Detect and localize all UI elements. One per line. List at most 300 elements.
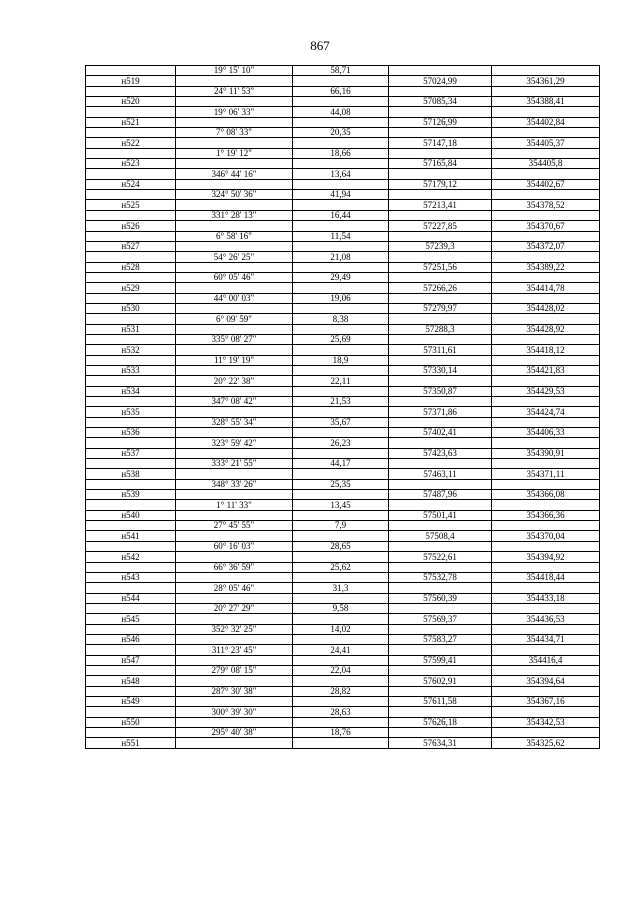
table-row: [86, 66, 600, 76]
distance-cell: [293, 510, 389, 520]
y-coordinate-cell: 354394,92: [492, 552, 600, 562]
x-coordinate-cell: 57560,39: [389, 593, 492, 603]
y-coordinate-cell: 354370,04: [492, 531, 600, 541]
direction-angle-cell: [176, 200, 293, 210]
point-name-cell: [86, 397, 176, 407]
x-coordinate-cell: 57024,99: [389, 76, 492, 86]
distance-cell: 24,41: [293, 645, 389, 655]
x-coordinate-cell: 57626,18: [389, 717, 492, 727]
x-coordinate-cell: 57085,34: [389, 97, 492, 107]
x-coordinate-cell: [389, 521, 492, 531]
table-row: [86, 583, 600, 593]
x-coordinate-cell: 57227,85: [389, 221, 492, 231]
y-coordinate-cell: 354428,92: [492, 324, 600, 334]
distance-cell: 29,49: [293, 272, 389, 282]
y-coordinate-cell: [492, 707, 600, 717]
distance-cell: 58,71: [293, 66, 389, 76]
y-coordinate-cell: 354418,44: [492, 572, 600, 582]
distance-cell: 11,54: [293, 231, 389, 241]
y-coordinate-cell: [492, 314, 600, 324]
table-row: [86, 221, 600, 231]
table-row: [86, 572, 600, 582]
distance-cell: [293, 241, 389, 251]
table-row: [86, 510, 600, 520]
y-coordinate-cell: [492, 252, 600, 262]
table-row: [86, 303, 600, 313]
table-row: [86, 562, 600, 572]
table-row: [86, 448, 600, 458]
distance-cell: 22,04: [293, 665, 389, 675]
direction-angle-cell: [176, 572, 293, 582]
table-row: [86, 634, 600, 644]
x-coordinate-cell: 57508,4: [389, 531, 492, 541]
table-row: [86, 324, 600, 334]
point-name-cell: н549: [86, 696, 176, 706]
direction-angle-cell: 60° 16' 03": [176, 541, 293, 551]
direction-angle-cell: 1° 11' 33": [176, 500, 293, 510]
x-coordinate-cell: [389, 169, 492, 179]
distance-cell: [293, 200, 389, 210]
x-coordinate-cell: [389, 252, 492, 262]
distance-cell: 66,16: [293, 86, 389, 96]
distance-cell: [293, 386, 389, 396]
direction-angle-cell: [176, 469, 293, 479]
distance-cell: 44,08: [293, 107, 389, 117]
distance-cell: [293, 262, 389, 272]
distance-cell: [293, 138, 389, 148]
distance-cell: 35,67: [293, 417, 389, 427]
distance-cell: [293, 303, 389, 313]
x-coordinate-cell: 57147,18: [389, 138, 492, 148]
distance-cell: 13,64: [293, 169, 389, 179]
distance-cell: [293, 428, 389, 438]
table-row: [86, 624, 600, 634]
direction-angle-cell: [176, 510, 293, 520]
point-name-cell: [86, 459, 176, 469]
y-coordinate-cell: 354405,37: [492, 138, 600, 148]
direction-angle-cell: 20° 27' 29": [176, 603, 293, 613]
point-name-cell: [86, 334, 176, 344]
x-coordinate-cell: 57239,3: [389, 241, 492, 251]
y-coordinate-cell: [492, 562, 600, 572]
direction-angle-cell: 333° 21' 55": [176, 459, 293, 469]
table-row: [86, 148, 600, 158]
direction-angle-cell: [176, 324, 293, 334]
point-name-cell: [86, 231, 176, 241]
distance-cell: [293, 593, 389, 603]
point-name-cell: [86, 562, 176, 572]
x-coordinate-cell: 57402,41: [389, 428, 492, 438]
direction-angle-cell: [176, 365, 293, 375]
point-name-cell: [86, 314, 176, 324]
table-row: [86, 200, 600, 210]
y-coordinate-cell: 354402,84: [492, 117, 600, 127]
table-row: [86, 665, 600, 675]
point-name-cell: [86, 107, 176, 117]
direction-angle-cell: [176, 179, 293, 189]
x-coordinate-cell: 57330,14: [389, 365, 492, 375]
x-coordinate-cell: 57213,41: [389, 200, 492, 210]
distance-cell: [293, 490, 389, 500]
distance-cell: [293, 179, 389, 189]
table-row: [86, 138, 600, 148]
distance-cell: 14,02: [293, 624, 389, 634]
x-coordinate-cell: [389, 210, 492, 220]
table-row: [86, 252, 600, 262]
point-name-cell: н520: [86, 97, 176, 107]
x-coordinate-cell: [389, 397, 492, 407]
y-coordinate-cell: 354372,07: [492, 241, 600, 251]
distance-cell: [293, 365, 389, 375]
x-coordinate-cell: 57165,84: [389, 159, 492, 169]
y-coordinate-cell: 354405,8: [492, 159, 600, 169]
point-name-cell: н550: [86, 717, 176, 727]
point-name-cell: [86, 728, 176, 738]
point-name-cell: [86, 686, 176, 696]
point-name-cell: н540: [86, 510, 176, 520]
point-name-cell: [86, 66, 176, 76]
y-coordinate-cell: [492, 66, 600, 76]
direction-angle-cell: 335° 08' 27": [176, 334, 293, 344]
distance-cell: 28,63: [293, 707, 389, 717]
point-name-cell: [86, 583, 176, 593]
table-row: [86, 717, 600, 727]
y-coordinate-cell: 354414,78: [492, 283, 600, 293]
x-coordinate-cell: [389, 148, 492, 158]
x-coordinate-cell: [389, 479, 492, 489]
table-row: [86, 241, 600, 251]
y-coordinate-cell: [492, 190, 600, 200]
distance-cell: 25,69: [293, 334, 389, 344]
y-coordinate-cell: 354394,64: [492, 676, 600, 686]
coordinates-table: [85, 65, 600, 749]
distance-cell: 41,94: [293, 190, 389, 200]
direction-angle-cell: [176, 117, 293, 127]
distance-cell: 8,38: [293, 314, 389, 324]
direction-angle-cell: [176, 655, 293, 665]
y-coordinate-cell: 354390,91: [492, 448, 600, 458]
direction-angle-cell: [176, 738, 293, 748]
direction-angle-cell: 27° 45' 55": [176, 521, 293, 531]
direction-angle-cell: [176, 97, 293, 107]
x-coordinate-cell: [389, 583, 492, 593]
y-coordinate-cell: [492, 583, 600, 593]
x-coordinate-cell: [389, 231, 492, 241]
y-coordinate-cell: [492, 128, 600, 138]
x-coordinate-cell: [389, 417, 492, 427]
table-row: [86, 179, 600, 189]
point-name-cell: н545: [86, 614, 176, 624]
point-name-cell: [86, 376, 176, 386]
direction-angle-cell: 295° 40' 38": [176, 728, 293, 738]
x-coordinate-cell: 57266,26: [389, 283, 492, 293]
table-row: [86, 128, 600, 138]
table-row: [86, 386, 600, 396]
point-name-cell: [86, 665, 176, 675]
distance-cell: 22,11: [293, 376, 389, 386]
direction-angle-cell: [176, 138, 293, 148]
x-coordinate-cell: [389, 66, 492, 76]
point-name-cell: [86, 252, 176, 262]
distance-cell: [293, 552, 389, 562]
x-coordinate-cell: [389, 293, 492, 303]
y-coordinate-cell: [492, 272, 600, 282]
table-row: [86, 603, 600, 613]
point-name-cell: н522: [86, 138, 176, 148]
x-coordinate-cell: 57569,37: [389, 614, 492, 624]
y-coordinate-cell: [492, 541, 600, 551]
y-coordinate-cell: [492, 728, 600, 738]
distance-cell: [293, 634, 389, 644]
direction-angle-cell: [176, 345, 293, 355]
direction-angle-cell: 6° 58' 16": [176, 231, 293, 241]
table-row: [86, 521, 600, 531]
y-coordinate-cell: 354389,22: [492, 262, 600, 272]
x-coordinate-cell: [389, 314, 492, 324]
y-coordinate-cell: 354429,53: [492, 386, 600, 396]
x-coordinate-cell: [389, 355, 492, 365]
table-row: [86, 355, 600, 365]
x-coordinate-cell: 57583,27: [389, 634, 492, 644]
x-coordinate-cell: [389, 665, 492, 675]
distance-cell: [293, 448, 389, 458]
table-row: [86, 417, 600, 427]
point-name-cell: н527: [86, 241, 176, 251]
direction-angle-cell: [176, 262, 293, 272]
point-name-cell: н536: [86, 428, 176, 438]
point-name-cell: н526: [86, 221, 176, 231]
table-row: [86, 707, 600, 717]
y-coordinate-cell: 354378,52: [492, 200, 600, 210]
direction-angle-cell: 1° 19' 12": [176, 148, 293, 158]
x-coordinate-cell: [389, 603, 492, 613]
y-coordinate-cell: [492, 210, 600, 220]
x-coordinate-cell: 57522,61: [389, 552, 492, 562]
point-name-cell: н546: [86, 634, 176, 644]
distance-cell: 28,65: [293, 541, 389, 551]
x-coordinate-cell: [389, 376, 492, 386]
table-row: [86, 469, 600, 479]
y-coordinate-cell: 354367,16: [492, 696, 600, 706]
direction-angle-cell: [176, 531, 293, 541]
direction-angle-cell: 346° 44' 16": [176, 169, 293, 179]
y-coordinate-cell: 354342,53: [492, 717, 600, 727]
point-name-cell: н521: [86, 117, 176, 127]
point-name-cell: н537: [86, 448, 176, 458]
y-coordinate-cell: [492, 459, 600, 469]
x-coordinate-cell: 57611,58: [389, 696, 492, 706]
table-row: [86, 614, 600, 624]
point-name-cell: н519: [86, 76, 176, 86]
x-coordinate-cell: [389, 190, 492, 200]
y-coordinate-cell: 354371,11: [492, 469, 600, 479]
y-coordinate-cell: 354325,62: [492, 738, 600, 748]
table-row: [86, 728, 600, 738]
x-coordinate-cell: 57179,12: [389, 179, 492, 189]
distance-cell: [293, 696, 389, 706]
y-coordinate-cell: [492, 624, 600, 634]
point-name-cell: н544: [86, 593, 176, 603]
distance-cell: 19,06: [293, 293, 389, 303]
y-coordinate-cell: [492, 334, 600, 344]
direction-angle-cell: 28° 05' 46": [176, 583, 293, 593]
direction-angle-cell: 311° 23' 45": [176, 645, 293, 655]
y-coordinate-cell: 354428,02: [492, 303, 600, 313]
point-name-cell: н551: [86, 738, 176, 748]
x-coordinate-cell: [389, 86, 492, 96]
x-coordinate-cell: 57126,99: [389, 117, 492, 127]
x-coordinate-cell: 57599,41: [389, 655, 492, 665]
point-name-cell: н533: [86, 365, 176, 375]
distance-cell: [293, 324, 389, 334]
point-name-cell: н548: [86, 676, 176, 686]
point-name-cell: [86, 86, 176, 96]
direction-angle-cell: 20° 22' 38": [176, 376, 293, 386]
point-name-cell: [86, 624, 176, 634]
point-name-cell: [86, 169, 176, 179]
table-row: [86, 552, 600, 562]
y-coordinate-cell: [492, 107, 600, 117]
direction-angle-cell: [176, 717, 293, 727]
distance-cell: [293, 76, 389, 86]
point-name-cell: [86, 148, 176, 158]
table-row: [86, 531, 600, 541]
y-coordinate-cell: 354418,12: [492, 345, 600, 355]
x-coordinate-cell: 57463,11: [389, 469, 492, 479]
point-name-cell: н524: [86, 179, 176, 189]
distance-cell: 16,44: [293, 210, 389, 220]
table-row: [86, 107, 600, 117]
point-name-cell: [86, 479, 176, 489]
direction-angle-cell: 19° 15' 10": [176, 66, 293, 76]
table-row: [86, 686, 600, 696]
direction-angle-cell: [176, 552, 293, 562]
x-coordinate-cell: 57532,78: [389, 572, 492, 582]
point-name-cell: [86, 603, 176, 613]
point-name-cell: [86, 355, 176, 365]
x-coordinate-cell: [389, 728, 492, 738]
x-coordinate-cell: [389, 541, 492, 551]
point-name-cell: [86, 210, 176, 220]
direction-angle-cell: [176, 407, 293, 417]
table-row: [86, 397, 600, 407]
point-name-cell: [86, 293, 176, 303]
point-name-cell: н538: [86, 469, 176, 479]
direction-angle-cell: 7° 08' 33": [176, 128, 293, 138]
x-coordinate-cell: [389, 624, 492, 634]
direction-angle-cell: [176, 283, 293, 293]
y-coordinate-cell: 354434,71: [492, 634, 600, 644]
table-row: [86, 376, 600, 386]
point-name-cell: н523: [86, 159, 176, 169]
table-row: [86, 541, 600, 551]
x-coordinate-cell: 57602,91: [389, 676, 492, 686]
distance-cell: [293, 345, 389, 355]
distance-cell: 9,58: [293, 603, 389, 613]
direction-angle-cell: 347° 08' 42": [176, 397, 293, 407]
direction-angle-cell: [176, 303, 293, 313]
point-name-cell: н541: [86, 531, 176, 541]
point-name-cell: н531: [86, 324, 176, 334]
x-coordinate-cell: [389, 438, 492, 448]
direction-angle-cell: 287° 30' 38": [176, 686, 293, 696]
distance-cell: [293, 614, 389, 624]
table-row: [86, 293, 600, 303]
point-name-cell: н534: [86, 386, 176, 396]
point-name-cell: н529: [86, 283, 176, 293]
distance-cell: [293, 221, 389, 231]
x-coordinate-cell: 57423,63: [389, 448, 492, 458]
distance-cell: [293, 117, 389, 127]
x-coordinate-cell: 57251,56: [389, 262, 492, 272]
y-coordinate-cell: 354361,29: [492, 76, 600, 86]
direction-angle-cell: [176, 696, 293, 706]
direction-angle-cell: 24° 11' 53": [176, 86, 293, 96]
distance-cell: 28,82: [293, 686, 389, 696]
x-coordinate-cell: [389, 707, 492, 717]
y-coordinate-cell: [492, 438, 600, 448]
table-row: [86, 490, 600, 500]
distance-cell: [293, 469, 389, 479]
table-row: [86, 86, 600, 96]
y-coordinate-cell: [492, 603, 600, 613]
direction-angle-cell: 60° 05' 46": [176, 272, 293, 282]
y-coordinate-cell: [492, 148, 600, 158]
distance-cell: 18,66: [293, 148, 389, 158]
distance-cell: 44,17: [293, 459, 389, 469]
y-coordinate-cell: 354406,33: [492, 428, 600, 438]
x-coordinate-cell: [389, 272, 492, 282]
table-row: [86, 76, 600, 86]
distance-cell: [293, 572, 389, 582]
x-coordinate-cell: [389, 500, 492, 510]
direction-angle-cell: 348° 33' 26": [176, 479, 293, 489]
distance-cell: [293, 159, 389, 169]
direction-angle-cell: [176, 490, 293, 500]
point-name-cell: н525: [86, 200, 176, 210]
y-coordinate-cell: 354388,41: [492, 97, 600, 107]
direction-angle-cell: [176, 386, 293, 396]
direction-angle-cell: 54° 26' 25": [176, 252, 293, 262]
x-coordinate-cell: 57371,86: [389, 407, 492, 417]
distance-cell: [293, 531, 389, 541]
direction-angle-cell: [176, 448, 293, 458]
y-coordinate-cell: 354436,53: [492, 614, 600, 624]
distance-cell: 18,76: [293, 728, 389, 738]
y-coordinate-cell: 354424,74: [492, 407, 600, 417]
table-row: [86, 738, 600, 748]
y-coordinate-cell: 354370,67: [492, 221, 600, 231]
table-row: [86, 479, 600, 489]
table-row: [86, 334, 600, 344]
distance-cell: [293, 283, 389, 293]
x-coordinate-cell: [389, 562, 492, 572]
direction-angle-cell: 300° 39' 30": [176, 707, 293, 717]
table-row: [86, 117, 600, 127]
point-name-cell: н532: [86, 345, 176, 355]
distance-cell: [293, 738, 389, 748]
table-row: [86, 438, 600, 448]
distance-cell: [293, 407, 389, 417]
table-row: [86, 407, 600, 417]
y-coordinate-cell: [492, 231, 600, 241]
point-name-cell: н543: [86, 572, 176, 582]
distance-cell: [293, 676, 389, 686]
table-row: [86, 500, 600, 510]
y-coordinate-cell: [492, 86, 600, 96]
point-name-cell: [86, 190, 176, 200]
direction-angle-cell: [176, 593, 293, 603]
